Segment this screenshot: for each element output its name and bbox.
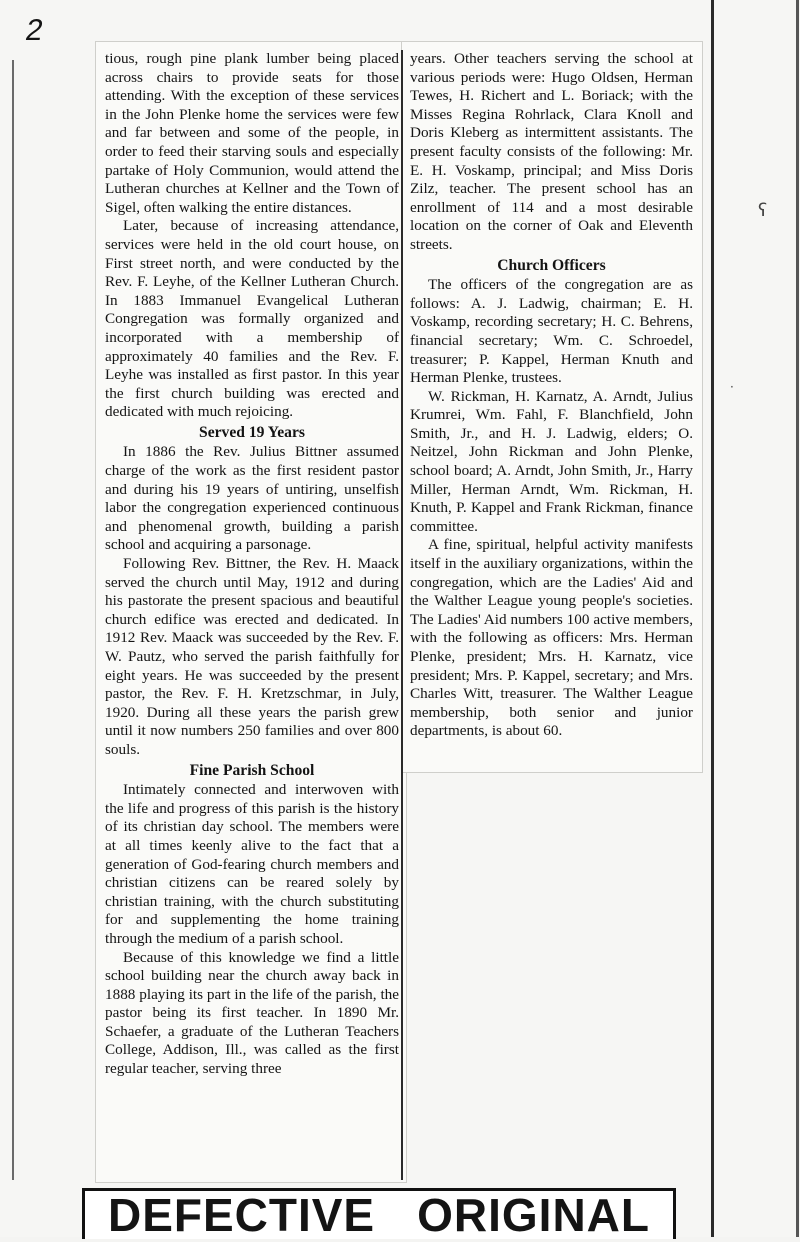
paragraph: Intimately connected and interwoven with the life and progress of this parish is the history of its christian day school. The members were at all times keenly alive to the fact that a generation of God-fearing church members and christian citizens can be reared solely by christian training, with the church substituting for and supplementing the home training through the medium of a parish school. bbox=[105, 781, 399, 947]
paragraph: tious, rough pine plank lumber being placed across chairs to provide seats for those attending. With the exception of these services in the John Plenke home the services were few and far between and some of the people, in order to feed their starving souls and especially partake of Holy Communion, would attend the Lutheran churches at Kellner and the Town of Sigel, often walking the entire distances. bbox=[105, 50, 399, 216]
defective-original-stamp bbox=[82, 1188, 676, 1239]
right-column bbox=[410, 50, 693, 741]
right-edge-line bbox=[711, 0, 714, 1237]
paragraph: The officers of the congregation are as follows: A. J. Ladwig, chairman; E. H. Voskamp, recording secretary; H. C. Behrens, financial secretary; Wm. C. Schroedel, treasurer; P. Kappel, Herman Knuth and Herman Plenke, trustees. bbox=[410, 276, 693, 387]
paragraph: Later, because of increasing attendance, services were held in the old court house, on First street north, and were conducted by the Rev. F. Leyhe, of the Kellner Lutheran Church. In 1883 Immanuel Evangelical Lutheran Congregation was formally organized and incorporated with a membership of approximately 40 families and the Rev. F. Leyhe was installed as first pastor. In this year the first church building was erected and dedicated with much rejoicing. bbox=[105, 217, 399, 421]
stamp-word: DEFECTIVE bbox=[107, 1189, 376, 1241]
column-divider bbox=[401, 50, 403, 1180]
page-number: 2 bbox=[23, 14, 46, 47]
left-column bbox=[105, 50, 399, 1079]
paragraph: years. Other teachers serving the school at various periods were: Hugo Oldsen, Herman Tewes, H. Richert and L. Boriack; with the Misses Regina Rohrlack, Clara Knoll and Doris Kleberg as intermittent assistants. The present faculty consists of the following: Mr. E. H. Voskamp, principal; and Miss Doris Zilz, teacher. The present school has an enrollment of 114 and a most desirable location on the corner of Oak and Eleventh streets. bbox=[410, 50, 693, 253]
scan-speck-icon: · bbox=[730, 380, 734, 394]
section-heading: Church Officers bbox=[497, 256, 606, 274]
scan-speck-icon: ʕ bbox=[758, 200, 768, 221]
far-right-edge bbox=[796, 0, 799, 1237]
section-heading: Fine Parish School bbox=[189, 761, 315, 779]
paragraph: Because of this knowledge we find a little school building near the church away back in 1888 playing its part in the life of the parish, the pastor being its first teacher. In 1890 Mr. Schaefer, a graduate of the Lutheran Teachers College, Addison, Ill., was called as the first regular teacher, serving three bbox=[105, 948, 399, 1078]
section-heading: Served 19 Years bbox=[199, 423, 305, 441]
left-edge-line bbox=[12, 60, 14, 1180]
stamp-word: ORIGINAL bbox=[417, 1189, 651, 1241]
paragraph: Following Rev. Bittner, the Rev. H. Maack served the church until May, 1912 and during his pastorate the present spacious and beautiful church edifice was erected and dedicated. In 1912 Rev. Maack was succeeded by the Rev. F. W. Pautz, who served the parish faithfully for eight years. He was succeeded by the present pastor, the Rev. F. H. Kretzschmar, in July, 1920. During all these years the parish grew until it now numbers 250 families and over 800 souls. bbox=[105, 555, 399, 758]
paragraph: W. Rickman, H. Karnatz, A. Arndt, Julius Krumrei, Wm. Fahl, F. Blanchfield, John Smith, Jr., and H. J. Ladwig, elders; O. Neitzel, John Rickman and John Plenke, school board; A. Arndt, John Smith, Jr., Harry Miller, Herman Arndt, Wm. Rickman, H. Knuth, P. Kappel and Frank Rickman, finance committee. bbox=[410, 387, 693, 535]
paragraph: In 1886 the Rev. Julius Bittner assumed charge of the work as the first resident pastor and during his 19 years of untiring, unselfish labor the congregation experienced continuous and phenomenal growth, building a parish school and acquiring a parsonage. bbox=[105, 443, 399, 554]
paragraph: A fine, spiritual, helpful activity manifests itself in the auxiliary organizations, within the congregation, which are the Ladies' Aid and the Walther League young people's societies. The Ladies' Aid numbers 100 active members, with the following as officers: Mrs. Herman Plenke, president; Mrs. H. Karnatz, vice president; Mrs. P. Kappel, secretary; and Mrs. Charles Witt, treasurer. The Walther League membership, both senior and junior departments, is about 60. bbox=[410, 536, 693, 740]
